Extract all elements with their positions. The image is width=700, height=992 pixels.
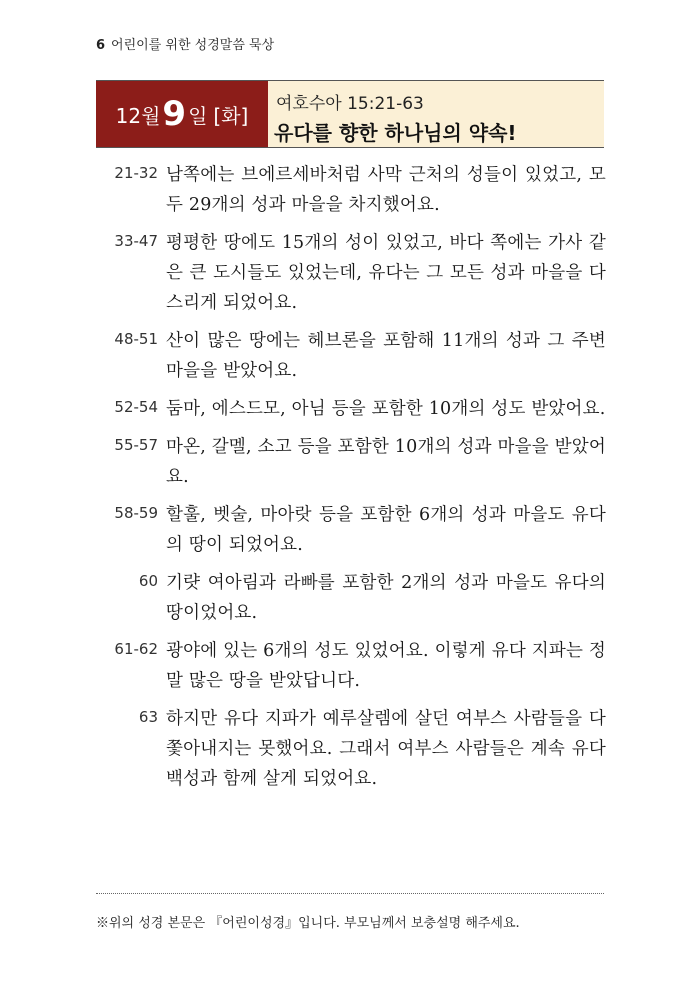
book-title: 어린이를 위한 성경말씀 묵상 xyxy=(111,38,275,53)
verse-text: 남쪽에는 브에르세바처럼 사막 근처의 성들이 있었고, 모두 29개의 성과 마을을 차지했어요. xyxy=(166,165,606,215)
verse-list xyxy=(96,160,606,802)
verse-text: 평평한 땅에도 15개의 성이 있었고, 바다 쪽에는 가사 같은 큰 도시들도 있었는데, 유다는 그 모든 성과 마을을 다스리게 되었어요. xyxy=(166,233,606,313)
footer-divider xyxy=(96,893,604,894)
verse-item xyxy=(96,326,606,386)
date-weekday: [화] xyxy=(213,103,249,128)
verse-number: 58-59 xyxy=(114,504,158,522)
footnote: ※위의 성경 본문은 『어린이성경』입니다. 부모님께서 보충설명 해주세요. xyxy=(96,916,520,931)
date-month: 12월 xyxy=(115,103,161,128)
verse-number: 21-32 xyxy=(114,164,158,182)
verse-text: 기럇 여아림과 라빠를 포함한 2개의 성과 마을도 유다의 땅이었어요. xyxy=(166,573,606,623)
verse-item xyxy=(96,568,606,628)
verse-number: 61-62 xyxy=(114,640,158,658)
running-head xyxy=(96,34,274,53)
page-number: 6 xyxy=(96,38,106,53)
verse-number: 60 xyxy=(138,572,158,590)
title-block xyxy=(268,81,604,147)
verse-text: 할훌, 벳술, 마아랏 등을 포함한 6개의 성과 마을도 유다의 땅이 되었어요. xyxy=(166,505,606,555)
devotion-title: 유다를 향한 하나님의 약속! xyxy=(274,121,517,145)
verse-text: 하지만 유다 지파가 예루살렘에 살던 여부스 사람들을 다 쫓아내지는 못했어요. 그래서 여부스 사람들은 계속 유다 백성과 함께 살게 되었어요. xyxy=(166,709,606,789)
verse-number: 63 xyxy=(138,708,158,726)
verse-number: 33-47 xyxy=(114,232,158,250)
verse-item xyxy=(96,636,606,696)
verse-text: 광야에 있는 6개의 성도 있었어요. 이렇게 유다 지파는 정말 많은 땅을 받았답니다. xyxy=(166,641,606,691)
verse-item xyxy=(96,160,606,220)
verse-item xyxy=(96,432,606,492)
verse-item xyxy=(96,228,606,318)
verse-text: 마온, 갈멜, 소고 등을 포함한 10개의 성과 마을을 받았어요. xyxy=(166,437,606,487)
verse-number: 48-51 xyxy=(114,330,158,348)
verse-text: 산이 많은 땅에는 헤브론을 포함해 11개의 성과 그 주변 마을을 받았어요. xyxy=(166,331,606,381)
verse-item xyxy=(96,704,606,794)
verse-text: 둠마, 에스드모, 아님 등을 포함한 10개의 성도 받았어요. xyxy=(166,399,606,419)
date-day-suffix: 일 xyxy=(188,103,208,128)
verse-number: 55-57 xyxy=(114,436,158,454)
date-day: 9 xyxy=(162,94,187,134)
verse-item xyxy=(96,394,606,424)
verse-number: 52-54 xyxy=(114,398,158,416)
verse-item xyxy=(96,500,606,560)
date-block xyxy=(96,81,268,147)
scripture-reference: 여호수아 15:21-63 xyxy=(276,94,424,114)
devotion-header xyxy=(96,80,604,148)
